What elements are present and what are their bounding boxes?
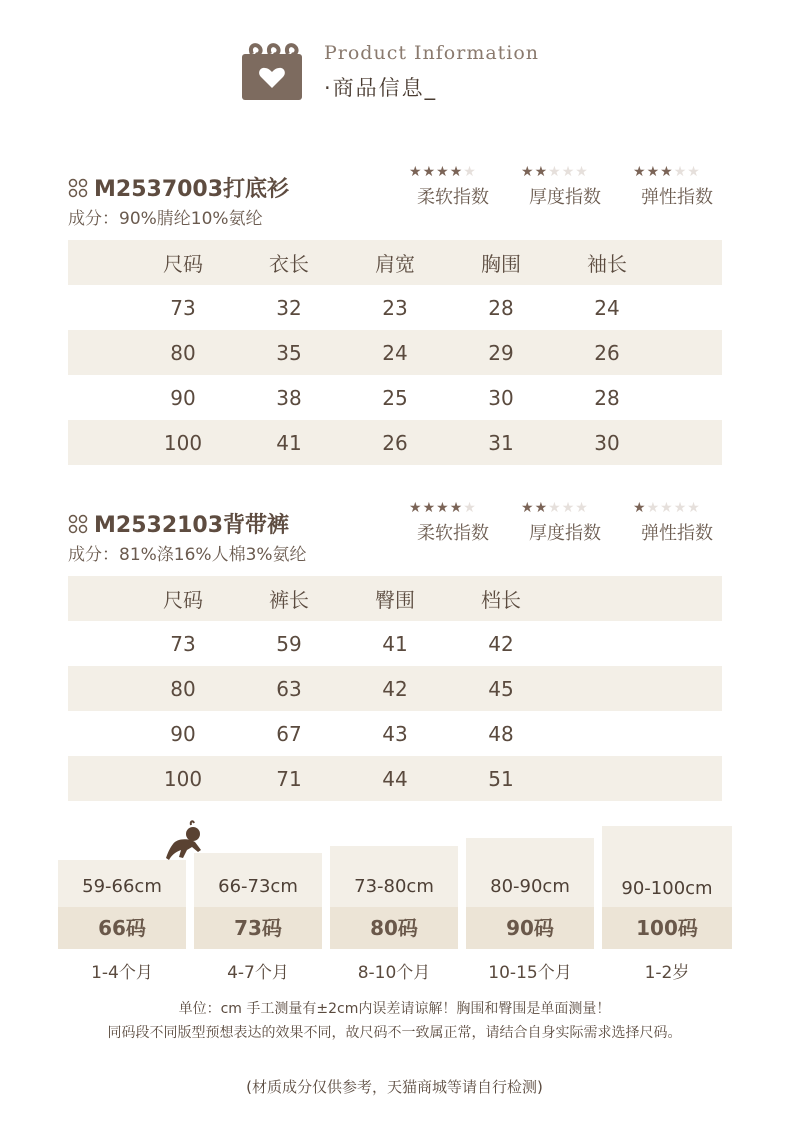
star-rating [408,164,498,180]
crawling-baby-icon [165,820,209,862]
star-rating [632,164,722,180]
star-rating [520,500,610,516]
star-rating [520,164,610,180]
growth-column [602,826,732,949]
star-filled-icon: ★ [633,164,646,180]
table-header-cell: 胸围 [481,252,521,276]
size-label: 100码 [602,907,732,949]
table-cell: 80 [170,676,196,701]
table-cell: 51 [488,766,514,791]
star-filled-icon: ★ [521,164,534,180]
table-cell: 24 [594,295,620,320]
star-empty-icon: ★ [561,164,575,180]
size-label: 73码 [194,907,322,949]
product-composition: 成分：90%腈纶10%氨纶 [68,209,263,229]
star-filled-icon: ★ [422,164,436,180]
page-header [240,34,580,104]
table-header-cell: 尺码 [163,252,203,276]
table-cell: 42 [382,676,408,701]
table-cell: 30 [488,385,514,410]
table-header-row [68,240,722,285]
growth-column [466,838,594,949]
height-range: 90-100cm [621,878,713,899]
table-cell: 35 [276,340,302,365]
table-cell: 63 [276,676,302,701]
table-cell: 43 [382,721,408,746]
table-cell: 28 [488,295,514,320]
star-filled-icon: ★ [521,500,534,516]
table-cell: 41 [276,430,302,455]
height-range: 59-66cm [82,876,162,897]
table-header-row [68,576,722,621]
star-filled-icon: ★ [409,500,422,516]
rating-thickness [520,500,610,545]
measurement-note: 单位：cm 手工测量有±2cm内误差请谅解！胸围和臀围是单面测量！ [178,1001,611,1017]
star-empty-icon: ★ [646,500,660,516]
table-cell: 73 [170,631,196,656]
star-filled-icon: ★ [436,500,449,516]
table-header-cell: 衣长 [269,252,309,276]
star-rating [408,500,498,516]
growth-column [58,860,186,949]
table-cell: 42 [488,631,514,656]
table-cell: 24 [382,340,408,365]
star-filled-icon: ★ [534,164,548,180]
star-empty-icon: ★ [660,500,673,516]
table-cell: 26 [382,430,408,455]
table-header-cell: 档长 [481,588,521,612]
age-label: 10-15个月 [488,963,572,983]
table-row [68,420,722,465]
table-row [68,666,722,711]
star-filled-icon: ★ [449,500,463,516]
table-row [68,711,722,756]
rating-softness [408,164,498,209]
table-cell: 90 [170,721,196,746]
rating-elasticity [632,500,722,545]
star-empty-icon: ★ [673,164,687,180]
size-growth-chart [0,820,789,990]
shopping-bag-heart-icon [240,42,304,100]
rating-label: 厚度指数 [529,523,601,544]
rating-elasticity [632,164,722,209]
star-empty-icon: ★ [463,500,476,516]
table-row [68,621,722,666]
table-header-cell: 袖长 [587,252,627,276]
table-cell: 45 [488,676,514,701]
size-label: 80码 [330,907,458,949]
star-filled-icon: ★ [422,500,436,516]
table-header-cell: 臀围 [375,588,415,612]
table-cell: 26 [594,340,620,365]
star-filled-icon: ★ [436,164,449,180]
star-filled-icon: ★ [633,500,646,516]
table-cell: 30 [594,430,620,455]
table-cell: 28 [594,385,620,410]
age-label: 4-7个月 [227,963,289,983]
rating-label: 弹性指数 [641,523,713,544]
grid-flower-icon [68,178,88,198]
rating-group [408,164,722,209]
table-cell: 23 [382,295,408,320]
rating-thickness [520,164,610,209]
table-cell: 38 [276,385,302,410]
age-label: 1-4个月 [91,963,153,983]
product-sku [68,508,289,539]
table-cell: 31 [488,430,514,455]
star-rating [632,500,722,516]
title-english: Product Information [324,42,540,64]
age-label: 8-10个月 [357,963,431,983]
table-cell: 44 [382,766,408,791]
product-section-2 [68,500,722,801]
star-empty-icon: ★ [561,500,575,516]
product-sku-text: M2537003打底衫 [94,177,290,202]
table-row [68,375,722,420]
table-cell: 59 [276,631,302,656]
table-cell: 90 [170,385,196,410]
size-label: 66码 [58,907,186,949]
table-header-cell: 裤长 [269,588,309,612]
height-range: 66-73cm [218,876,298,897]
product-section-1 [68,164,722,465]
size-table [68,240,722,465]
rating-softness [408,500,498,545]
star-empty-icon: ★ [548,500,561,516]
table-cell: 48 [488,721,514,746]
product-sku [68,172,289,203]
rating-group [408,500,722,545]
table-cell: 67 [276,721,302,746]
growth-column [330,846,458,949]
table-cell: 100 [163,766,203,791]
rating-label: 柔软指数 [417,523,489,544]
table-cell: 29 [488,340,514,365]
table-row [68,330,722,375]
star-empty-icon: ★ [687,500,700,516]
table-cell: 80 [170,340,196,365]
star-empty-icon: ★ [575,500,588,516]
star-empty-icon: ★ [575,164,588,180]
star-filled-icon: ★ [646,164,660,180]
table-cell: 71 [276,766,302,791]
star-empty-icon: ★ [687,164,700,180]
growth-column [194,853,322,949]
table-cell: 100 [163,430,203,455]
product-sku-text: M2532103背带裤 [94,513,290,538]
star-filled-icon: ★ [534,500,548,516]
table-header-cell: 尺码 [163,588,203,612]
product-composition: 成分：81%涤16%人棉3%氨纶 [68,545,307,565]
rating-label: 厚度指数 [529,187,601,208]
rating-label: 弹性指数 [641,187,713,208]
height-range: 80-90cm [490,876,570,897]
star-filled-icon: ★ [449,164,463,180]
star-filled-icon: ★ [660,164,673,180]
height-range: 73-80cm [354,876,434,897]
star-empty-icon: ★ [463,164,476,180]
title-chinese: ·商品信息_ [324,76,438,100]
star-filled-icon: ★ [409,164,422,180]
star-empty-icon: ★ [548,164,561,180]
rating-label: 柔软指数 [417,187,489,208]
material-disclaimer: (材质成分仅供参考，天猫商城等请自行检测) [246,1078,543,1096]
size-variance-note: 同码段不同版型预想表达的效果不同，故尺码不一致属正常，请结合自身实际需求选择尺码。 [107,1025,682,1041]
table-row [68,756,722,801]
size-table [68,576,722,801]
table-cell: 25 [382,385,408,410]
table-cell: 41 [382,631,408,656]
age-label: 1-2岁 [644,963,690,983]
table-header-cell: 肩宽 [375,252,415,276]
table-cell: 73 [170,295,196,320]
table-row [68,285,722,330]
table-cell: 32 [276,295,302,320]
grid-flower-icon [68,514,88,534]
star-empty-icon: ★ [673,500,687,516]
size-label: 90码 [466,907,594,949]
